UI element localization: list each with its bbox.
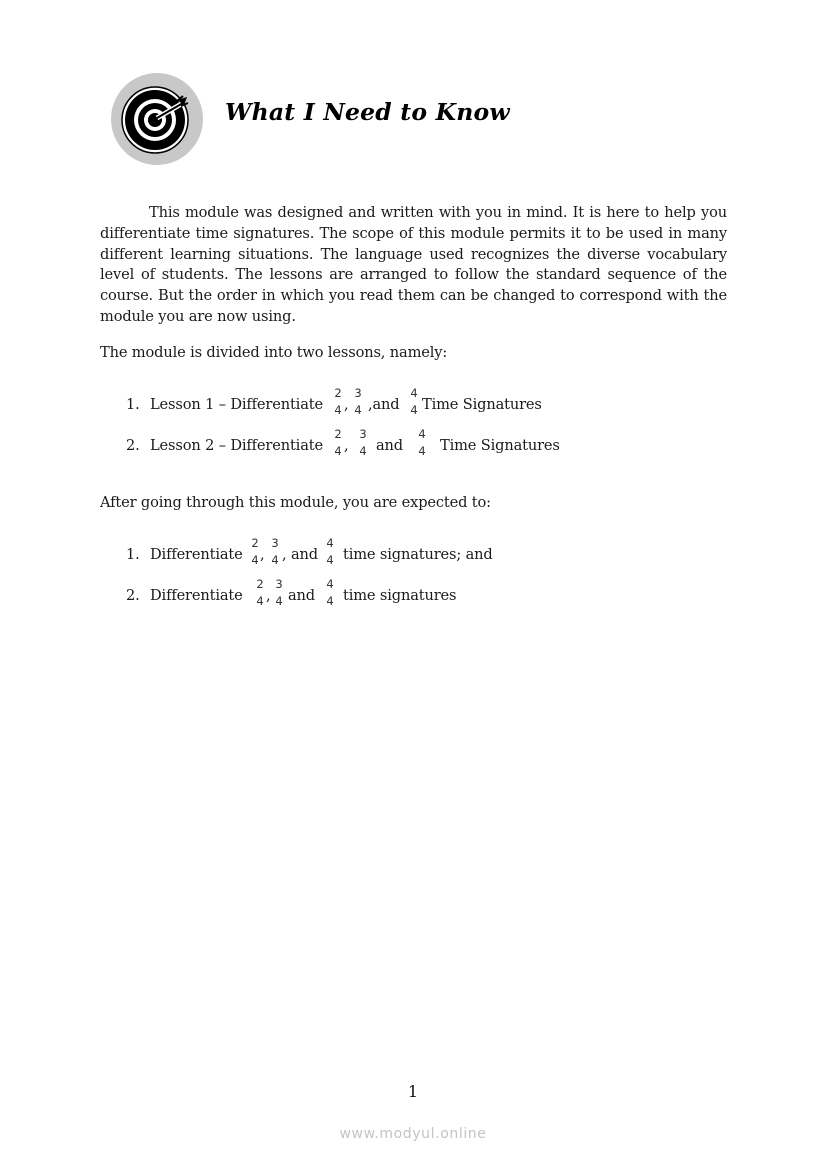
separator: , and [282,546,318,563]
list-number: 2. [126,587,140,604]
list-number: 1. [126,396,140,413]
objective-prefix: Differentiate [150,546,243,563]
lessons-intro: The module is divided into two lessons, namely: [100,344,448,361]
watermark: www.modyul.online [339,1126,487,1142]
lesson-prefix: Lesson 2 – Differentiate [150,437,323,454]
list-number: 2. [126,437,140,454]
objective-item: 1. Differentiate 2 4 , 3 4 , and 4 4 time signatures; and [126,536,493,567]
separator: and [376,437,403,454]
target-bullseye-icon [111,73,203,165]
objective-item: 2. Differentiate 2 4 , 3 4 and 4 4 time signatures [126,577,457,608]
separator: , [266,587,271,604]
list-number: 1. [126,546,140,563]
intro-paragraph-text: This module was designed and written with you in mind. It is here to help you differentiate time signatures. The scope of this module permits it to be used in many different learning situations. The language used recognizes the diverse vocabulary level of students. The lessons are arranged to follow the standard sequence of the course. But the order in which you read them can be changed to correspond with the module you are now using. [100,204,727,325]
lesson-prefix: Lesson 1 – Differentiate [150,396,323,413]
page-number: 1 [407,1082,419,1101]
lesson-item: 2. Lesson 2 – Differentiate 2 4 , 3 4 and 4 4 Time Signatures [126,427,560,458]
lesson-suffix: Time Signatures [422,396,542,413]
objective-suffix: time signatures [343,587,457,604]
separator: , [344,396,349,413]
objectives-intro: After going through this module, you are expected to: [100,494,491,511]
section-title: What I Need to Know [225,98,510,126]
separator: , [344,437,349,454]
intro-paragraph [100,203,727,328]
lesson-item: 1. Lesson 1 – Differentiate 2 4 , 3 4 ,and 4 4 Time Signatures [126,386,542,417]
objective-suffix: time signatures; and [343,546,493,563]
separator: , [260,546,265,563]
lesson-suffix: Time Signatures [440,437,560,454]
objective-prefix: Differentiate [150,587,243,604]
separator: and [288,587,315,604]
separator: ,and [368,396,400,413]
